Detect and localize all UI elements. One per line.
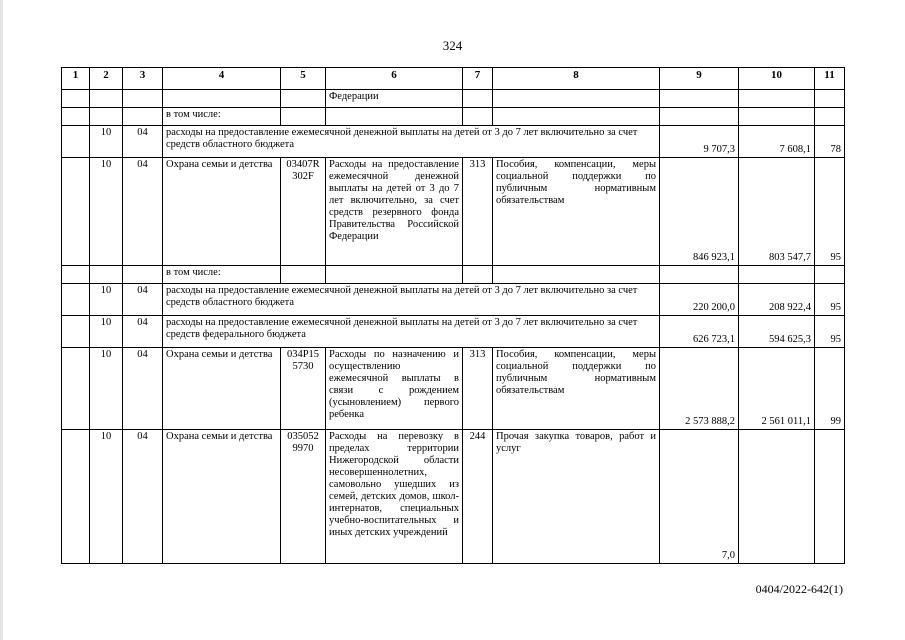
table-cell: Охрана семьи и детства [163,430,281,564]
table-cell: 9 707,3 [660,126,739,158]
page-number: 324 [442,38,463,53]
table-cell: расходы на предоставление ежемесячной денежной выплаты на детей от 3 до 7 лет включительно за счет средств областного бюджета [163,284,660,316]
table-cell: 04 [123,126,163,158]
table-cell: 7 608,1 [739,126,815,158]
table-cell: 10 [90,430,123,564]
table-cell: 244 [463,430,493,564]
header-cell: 1 [62,68,90,90]
header-cell: 9 [660,68,739,90]
header-cell: 10 [739,68,815,90]
table-cell: 220 200,0 [660,284,739,316]
table-cell: 99 [815,348,845,430]
header-cell: 2 [90,68,123,90]
table-cell: Пособия, компенсации, меры социальной поддержки по публичным нормативным обязательствам [493,348,660,430]
table-cell: Федерации [326,90,463,108]
subtotal-label: в том числе: [163,266,281,284]
table-cell: 594 625,3 [739,316,815,348]
table-cell: 10 [90,284,123,316]
table-cell: 04 [123,158,163,266]
table-cell [739,430,815,564]
budget-table [61,67,845,564]
header-cell: 6 [326,68,463,90]
table-cell: 313 [463,348,493,430]
table-cell: 208 922,4 [739,284,815,316]
table-row [62,158,845,266]
table-row [62,90,845,108]
header-cell: 3 [123,68,163,90]
table-cell: 10 [90,126,123,158]
table-cell: 2 573 888,2 [660,348,739,430]
table-cell: 803 547,7 [739,158,815,266]
table-cell: 10 [90,348,123,430]
subtotal-label: в том числе: [163,108,281,126]
table-cell: Пособия, компенсации, меры социальной поддержки по публичным нормативным обязательствам [493,158,660,266]
table-cell: 10 [90,316,123,348]
table-cell: Расходы по назначению и осуществлению ежемесячной выплаты в связи с рождением (усыновлением) первого ребенка [326,348,463,430]
table-cell: 78 [815,126,845,158]
table-cell: 04 [123,316,163,348]
table-cell [815,430,845,564]
table-cell: Расходы на перевозку в пределах территории Нижегородской области несовершеннолетних, самовольно ушедших из семей, детских домов, школ-интернатов, специальных учебно-воспитательных и иных детских учреждений [326,430,463,564]
table-cell: расходы на предоставление ежемесячной денежной выплаты на детей от 3 до 7 лет включительно за счет средств областного бюджета [163,126,660,158]
header-cell: 4 [163,68,281,90]
table-cell: Охрана семьи и детства [163,158,281,266]
table-row [62,108,845,126]
table-cell: 10 [90,158,123,266]
table-cell: 313 [463,158,493,266]
table-cell: Расходы на предоставление ежемесячной денежной выплаты на детей от 3 до 7 лет включительно, за счет средств резервного фонда Правительства Российской Федерации [326,158,463,266]
table-row [62,316,845,348]
table-cell: 95 [815,316,845,348]
table-row [62,126,845,158]
table-cell: 846 923,1 [660,158,739,266]
table-row [62,284,845,316]
table-cell: 626 723,1 [660,316,739,348]
scan-edge [0,0,3,640]
table-cell: 035052 9970 [281,430,326,564]
table-cell: Охрана семьи и детства [163,348,281,430]
table-cell: 2 561 011,1 [739,348,815,430]
table-cell: Прочая закупка товаров, работ и услуг [493,430,660,564]
table-cell: 95 [815,284,845,316]
document-code: 0404/2022-642(1) [755,582,843,596]
table-cell: расходы на предоставление ежемесячной денежной выплаты на детей от 3 до 7 лет включительно за счет средств федерального бюджета [163,316,660,348]
table-row [62,430,845,564]
table-cell: 7,0 [660,430,739,564]
table-cell: 03407R 302F [281,158,326,266]
header-cell: 11 [815,68,845,90]
header-cell: 5 [281,68,326,90]
header-cell: 8 [493,68,660,90]
table-cell: 95 [815,158,845,266]
table-cell: 04 [123,430,163,564]
header-row [62,68,845,90]
table-cell: 04 [123,284,163,316]
table-cell: 04 [123,348,163,430]
table-cell: 034P15 5730 [281,348,326,430]
header-cell: 7 [463,68,493,90]
table-row [62,348,845,430]
table-row [62,266,845,284]
